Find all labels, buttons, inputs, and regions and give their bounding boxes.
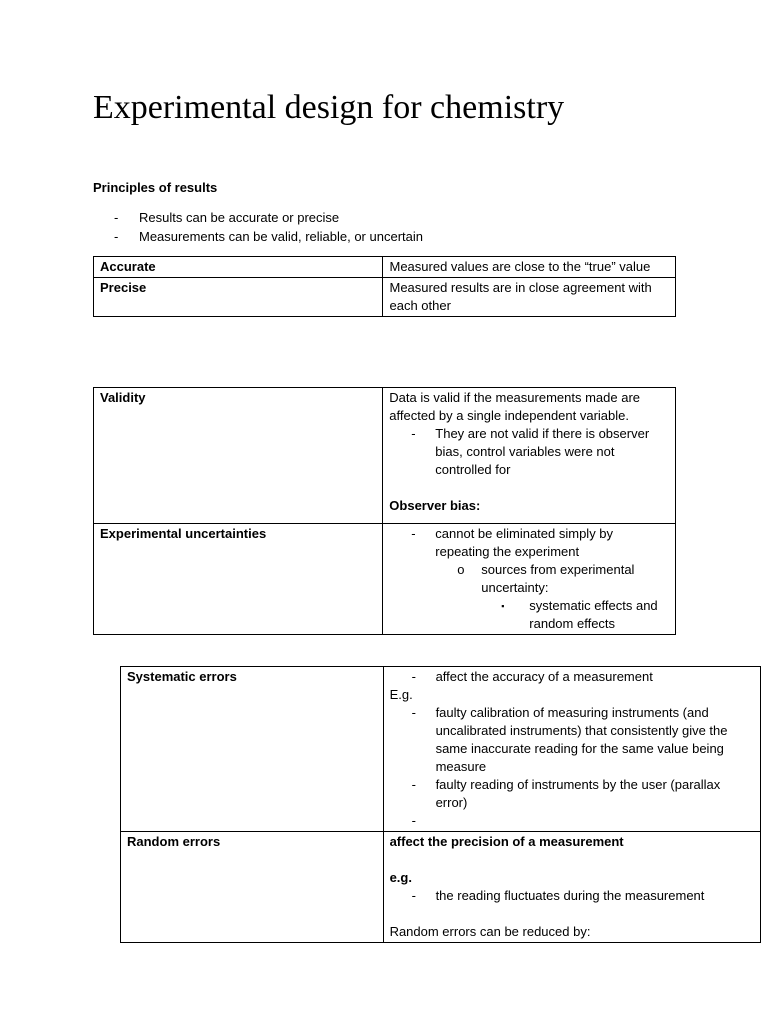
- table-cell-definition: Measured results are in close agreement with each other: [383, 278, 676, 317]
- list-item: [389, 525, 669, 561]
- table-cell-definition: [383, 388, 676, 524]
- table-cell-term: Precise: [94, 278, 383, 317]
- random-heading: affect the precision of a measurement: [389, 834, 624, 849]
- circle-marker: o: [457, 562, 465, 577]
- bullet-text: the reading fluctuates during the measurement: [435, 888, 705, 903]
- table-cell-term: Experimental uncertainties: [94, 524, 383, 635]
- dash-marker: -: [411, 777, 416, 792]
- list-item: [389, 597, 669, 633]
- errors-table: [120, 666, 761, 943]
- list-item: [114, 227, 423, 246]
- bullet-text: Results can be accurate or precise: [139, 210, 340, 225]
- bullet-text: Measurements can be valid, reliable, or uncertain: [139, 229, 423, 244]
- table-cell-term: Random errors: [121, 832, 384, 943]
- page-title: Experimental design for chemistry: [93, 89, 565, 126]
- list-item: [390, 812, 754, 830]
- bullet-text: faulty reading of instruments by the user (parallax error): [435, 777, 721, 810]
- bullet-text: affect the accuracy of a measurement: [435, 669, 653, 684]
- dash-marker: -: [114, 229, 119, 244]
- bullet-text: faulty calibration of measuring instruments (and uncalibrated instruments) that consistently give the same inaccurate reading for the same value being measure: [435, 705, 728, 774]
- dash-marker: -: [411, 426, 416, 441]
- eg-label: e.g.: [389, 870, 412, 885]
- dash-marker: -: [411, 705, 416, 720]
- table-cell-term: Systematic errors: [121, 667, 384, 832]
- bullet-text: sources from experimental uncertainty:: [481, 562, 635, 595]
- validity-text: Data is valid if the measurements made are affected by a single independent variable.: [389, 390, 641, 423]
- table-cell-definition: [383, 524, 676, 635]
- section-heading: Principles of results: [93, 180, 218, 195]
- table-cell-term: Validity: [94, 388, 383, 524]
- intro-bullet-list: [114, 208, 423, 246]
- bullet-text: systematic effects and random effects: [529, 598, 658, 631]
- dash-marker: -: [411, 888, 416, 903]
- table-row: [121, 667, 761, 832]
- bullet-text: They are not valid if there is observer bias, control variables were not controlled for: [435, 426, 650, 477]
- list-item: [390, 887, 754, 905]
- table-row: [121, 832, 761, 943]
- observer-bias-label: Observer bias:: [389, 498, 481, 513]
- validity-uncertainty-table: [93, 387, 676, 635]
- square-marker: ▪: [501, 601, 505, 611]
- list-item: [390, 668, 754, 686]
- list-item: [114, 208, 423, 227]
- table-row: [94, 524, 676, 635]
- list-item: [389, 561, 669, 597]
- table-cell-definition: Measured values are close to the “true” value: [383, 257, 676, 278]
- table-cell-definition: [383, 667, 760, 832]
- table-row: [94, 278, 676, 317]
- table-cell-definition: [383, 832, 760, 943]
- list-item: [390, 704, 754, 776]
- table-row: [94, 388, 676, 524]
- list-item: [390, 776, 754, 812]
- bullet-text: cannot be eliminated simply by repeating the experiment: [435, 526, 614, 559]
- reduced-by-text: Random errors can be reduced by:: [389, 924, 591, 939]
- eg-label: E.g.: [389, 687, 413, 702]
- dash-marker: -: [411, 669, 416, 684]
- accuracy-precision-table: [93, 256, 676, 317]
- table-row: [94, 257, 676, 278]
- dash-marker: -: [411, 526, 416, 541]
- table-cell-term: Accurate: [94, 257, 383, 278]
- list-item: [389, 425, 669, 479]
- dash-marker: -: [411, 813, 416, 828]
- dash-marker: -: [114, 210, 119, 225]
